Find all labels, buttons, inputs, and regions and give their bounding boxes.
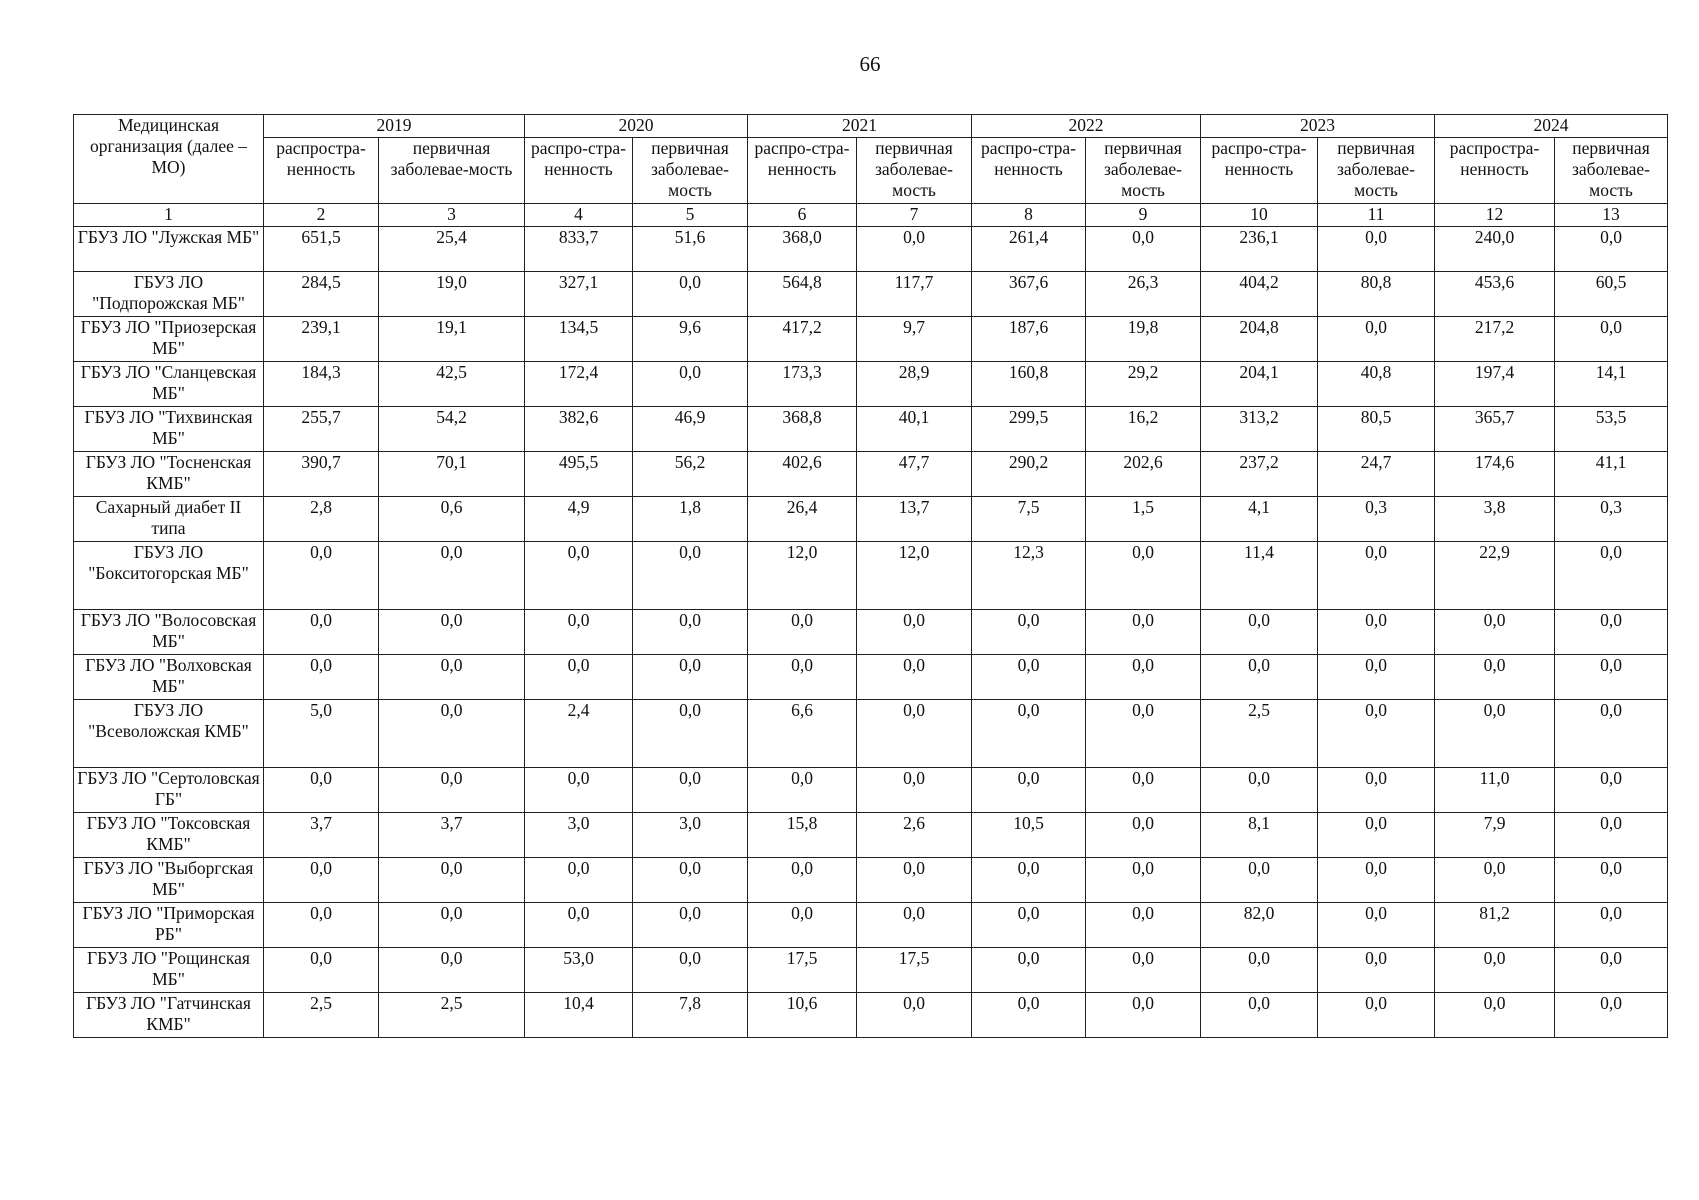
value-cell: 11,0	[1435, 768, 1555, 813]
value-cell: 42,5	[379, 362, 525, 407]
value-cell: 3,0	[633, 813, 748, 858]
value-cell: 2,6	[857, 813, 972, 858]
primary-incidence-header: первичная заболевае-мость	[1086, 138, 1201, 204]
value-cell: 217,2	[1435, 317, 1555, 362]
value-cell: 0,0	[1435, 700, 1555, 768]
value-cell: 0,0	[972, 700, 1086, 768]
value-cell: 0,0	[633, 610, 748, 655]
value-cell: 0,0	[1086, 813, 1201, 858]
value-cell: 368,0	[748, 227, 857, 272]
column-number: 1	[74, 204, 264, 227]
primary-incidence-header: первичная заболевае-мость	[379, 138, 525, 204]
organization-cell: ГБУЗ ЛО "Бокситогорская МБ"	[74, 542, 264, 610]
value-cell: 0,0	[633, 768, 748, 813]
value-cell: 0,0	[1555, 948, 1668, 993]
value-cell: 327,1	[525, 272, 633, 317]
value-cell: 0,0	[264, 858, 379, 903]
value-cell: 453,6	[1435, 272, 1555, 317]
value-cell: 0,0	[633, 858, 748, 903]
value-cell: 0,0	[1318, 227, 1435, 272]
value-cell: 53,5	[1555, 407, 1668, 452]
value-cell: 5,0	[264, 700, 379, 768]
value-cell: 0,0	[264, 610, 379, 655]
value-cell: 0,0	[379, 858, 525, 903]
value-cell: 0,0	[1086, 542, 1201, 610]
column-number: 7	[857, 204, 972, 227]
value-cell: 19,0	[379, 272, 525, 317]
value-cell: 0,0	[264, 768, 379, 813]
year-header-row	[74, 115, 1668, 138]
value-cell: 0,0	[1086, 227, 1201, 272]
value-cell: 237,2	[1201, 452, 1318, 497]
value-cell: 12,0	[857, 542, 972, 610]
value-cell: 0,0	[972, 903, 1086, 948]
value-cell: 9,6	[633, 317, 748, 362]
table-row	[74, 903, 1668, 948]
organization-cell: ГБУЗ ЛО "Волховская МБ"	[74, 655, 264, 700]
table-row	[74, 993, 1668, 1038]
primary-incidence-header: первичная заболевае-мость	[1555, 138, 1668, 204]
table-body	[74, 227, 1668, 1038]
value-cell: 0,0	[1555, 227, 1668, 272]
value-cell: 0,0	[1555, 700, 1668, 768]
value-cell: 0,0	[972, 768, 1086, 813]
value-cell: 2,5	[264, 993, 379, 1038]
value-cell: 0,0	[748, 858, 857, 903]
value-cell: 22,9	[1435, 542, 1555, 610]
column-number: 9	[1086, 204, 1201, 227]
primary-incidence-header: первичная заболевае-мость	[633, 138, 748, 204]
value-cell: 2,8	[264, 497, 379, 542]
year-header: 2021	[748, 115, 972, 138]
value-cell: 0,0	[1435, 858, 1555, 903]
value-cell: 0,0	[1555, 317, 1668, 362]
column-number: 10	[1201, 204, 1318, 227]
value-cell: 261,4	[972, 227, 1086, 272]
metric-header-row	[74, 138, 1668, 204]
organization-cell: ГБУЗ ЛО "Приморская РБ"	[74, 903, 264, 948]
value-cell: 0,0	[1555, 542, 1668, 610]
value-cell: 0,0	[525, 610, 633, 655]
primary-incidence-header: первичная заболевае-мость	[857, 138, 972, 204]
table-row	[74, 452, 1668, 497]
value-cell: 4,9	[525, 497, 633, 542]
value-cell: 70,1	[379, 452, 525, 497]
value-cell: 0,0	[633, 655, 748, 700]
value-cell: 0,0	[633, 700, 748, 768]
value-cell: 0,0	[264, 948, 379, 993]
value-cell: 173,3	[748, 362, 857, 407]
organization-cell: ГБУЗ ЛО "Подпорожская МБ"	[74, 272, 264, 317]
value-cell: 0,0	[1435, 610, 1555, 655]
value-cell: 82,0	[1201, 903, 1318, 948]
value-cell: 0,0	[1201, 993, 1318, 1038]
value-cell: 160,8	[972, 362, 1086, 407]
value-cell: 0,0	[525, 903, 633, 948]
value-cell: 117,7	[857, 272, 972, 317]
value-cell: 204,1	[1201, 362, 1318, 407]
column-number: 2	[264, 204, 379, 227]
value-cell: 51,6	[633, 227, 748, 272]
table-row	[74, 227, 1668, 272]
value-cell: 0,0	[1555, 655, 1668, 700]
table-row	[74, 813, 1668, 858]
value-cell: 7,5	[972, 497, 1086, 542]
value-cell: 0,0	[1318, 948, 1435, 993]
year-header: 2019	[264, 115, 525, 138]
organization-cell: ГБУЗ ЛО "Лужская МБ"	[74, 227, 264, 272]
value-cell: 0,0	[857, 655, 972, 700]
table-row	[74, 610, 1668, 655]
value-cell: 0,0	[1086, 768, 1201, 813]
value-cell: 0,0	[1318, 768, 1435, 813]
prevalence-header: распро-стра-ненность	[972, 138, 1086, 204]
column-number-row	[74, 204, 1668, 227]
value-cell: 833,7	[525, 227, 633, 272]
value-cell: 0,0	[633, 272, 748, 317]
value-cell: 0,0	[748, 768, 857, 813]
value-cell: 0,0	[1086, 610, 1201, 655]
value-cell: 202,6	[1086, 452, 1201, 497]
value-cell: 240,0	[1435, 227, 1555, 272]
value-cell: 290,2	[972, 452, 1086, 497]
value-cell: 25,4	[379, 227, 525, 272]
value-cell: 0,3	[1318, 497, 1435, 542]
table-row	[74, 497, 1668, 542]
value-cell: 0,0	[1201, 858, 1318, 903]
table-header	[74, 115, 1668, 227]
table-row	[74, 407, 1668, 452]
value-cell: 7,9	[1435, 813, 1555, 858]
table-row	[74, 700, 1668, 768]
year-header: 2023	[1201, 115, 1435, 138]
value-cell: 14,1	[1555, 362, 1668, 407]
table-row	[74, 542, 1668, 610]
page-number: 66	[859, 52, 881, 76]
value-cell: 204,8	[1201, 317, 1318, 362]
column-number: 5	[633, 204, 748, 227]
value-cell: 0,0	[1318, 610, 1435, 655]
value-cell: 0,0	[525, 542, 633, 610]
value-cell: 47,7	[857, 452, 972, 497]
column-number: 13	[1555, 204, 1668, 227]
organization-cell: ГБУЗ ЛО "Сертоловская ГБ"	[74, 768, 264, 813]
table-row	[74, 362, 1668, 407]
value-cell: 0,0	[1555, 858, 1668, 903]
value-cell: 0,0	[1318, 655, 1435, 700]
organization-cell: ГБУЗ ЛО "Рощинская МБ"	[74, 948, 264, 993]
value-cell: 313,2	[1201, 407, 1318, 452]
value-cell: 0,0	[1086, 700, 1201, 768]
value-cell: 7,8	[633, 993, 748, 1038]
value-cell: 3,7	[379, 813, 525, 858]
value-cell: 0,0	[1086, 858, 1201, 903]
value-cell: 236,1	[1201, 227, 1318, 272]
column-number: 3	[379, 204, 525, 227]
value-cell: 0,0	[1555, 903, 1668, 948]
value-cell: 382,6	[525, 407, 633, 452]
value-cell: 40,1	[857, 407, 972, 452]
year-header: 2022	[972, 115, 1201, 138]
disease-statistics-table	[73, 114, 1668, 1038]
value-cell: 0,0	[857, 610, 972, 655]
prevalence-header: распро-стра-ненность	[748, 138, 857, 204]
value-cell: 0,0	[1435, 655, 1555, 700]
value-cell: 564,8	[748, 272, 857, 317]
column-number: 12	[1435, 204, 1555, 227]
value-cell: 0,0	[1318, 542, 1435, 610]
value-cell: 0,0	[1201, 948, 1318, 993]
value-cell: 3,0	[525, 813, 633, 858]
value-cell: 0,0	[264, 655, 379, 700]
value-cell: 80,5	[1318, 407, 1435, 452]
primary-incidence-header: первичная заболевае-мость	[1318, 138, 1435, 204]
value-cell: 80,8	[1318, 272, 1435, 317]
value-cell: 239,1	[264, 317, 379, 362]
value-cell: 1,5	[1086, 497, 1201, 542]
value-cell: 26,4	[748, 497, 857, 542]
value-cell: 0,0	[1435, 948, 1555, 993]
value-cell: 0,0	[1555, 768, 1668, 813]
value-cell: 40,8	[1318, 362, 1435, 407]
year-header: 2024	[1435, 115, 1668, 138]
value-cell: 3,7	[264, 813, 379, 858]
value-cell: 54,2	[379, 407, 525, 452]
value-cell: 3,8	[1435, 497, 1555, 542]
value-cell: 187,6	[972, 317, 1086, 362]
organization-cell: ГБУЗ ЛО "Тихвинская МБ"	[74, 407, 264, 452]
organization-cell: ГБУЗ ЛО "Токсовская КМБ"	[74, 813, 264, 858]
value-cell: 134,5	[525, 317, 633, 362]
value-cell: 0,0	[264, 542, 379, 610]
value-cell: 0,0	[1318, 903, 1435, 948]
value-cell: 13,7	[857, 497, 972, 542]
value-cell: 0,0	[1318, 993, 1435, 1038]
value-cell: 368,8	[748, 407, 857, 452]
value-cell: 17,5	[748, 948, 857, 993]
value-cell: 0,0	[633, 362, 748, 407]
prevalence-header: распро-стра-ненность	[525, 138, 633, 204]
value-cell: 0,0	[379, 948, 525, 993]
value-cell: 0,0	[379, 542, 525, 610]
value-cell: 0,0	[1318, 700, 1435, 768]
value-cell: 0,0	[1086, 655, 1201, 700]
value-cell: 0,0	[525, 768, 633, 813]
table-row	[74, 768, 1668, 813]
value-cell: 17,5	[857, 948, 972, 993]
year-header: 2020	[525, 115, 748, 138]
value-cell: 255,7	[264, 407, 379, 452]
value-cell: 29,2	[1086, 362, 1201, 407]
value-cell: 197,4	[1435, 362, 1555, 407]
table-row	[74, 858, 1668, 903]
organization-cell: Сахарный диабет II типа	[74, 497, 264, 542]
value-cell: 0,0	[633, 542, 748, 610]
value-cell: 6,6	[748, 700, 857, 768]
value-cell: 11,4	[1201, 542, 1318, 610]
table-row	[74, 948, 1668, 993]
prevalence-header: распростра-ненность	[264, 138, 379, 204]
value-cell: 0,0	[1201, 655, 1318, 700]
value-cell: 174,6	[1435, 452, 1555, 497]
value-cell: 0,0	[972, 993, 1086, 1038]
value-cell: 0,0	[1555, 610, 1668, 655]
value-cell: 367,6	[972, 272, 1086, 317]
value-cell: 0,0	[1201, 768, 1318, 813]
organization-cell: ГБУЗ ЛО "Сланцевская МБ"	[74, 362, 264, 407]
value-cell: 9,7	[857, 317, 972, 362]
value-cell: 60,5	[1555, 272, 1668, 317]
value-cell: 0,0	[633, 903, 748, 948]
table-row	[74, 317, 1668, 362]
value-cell: 0,0	[748, 903, 857, 948]
column-number: 6	[748, 204, 857, 227]
value-cell: 0,0	[857, 858, 972, 903]
value-cell: 41,1	[1555, 452, 1668, 497]
table-row	[74, 272, 1668, 317]
value-cell: 0,0	[525, 858, 633, 903]
value-cell: 299,5	[972, 407, 1086, 452]
organization-cell: ГБУЗ ЛО "Гатчинская КМБ"	[74, 993, 264, 1038]
value-cell: 404,2	[1201, 272, 1318, 317]
value-cell: 12,0	[748, 542, 857, 610]
organization-cell: ГБУЗ ЛО "Тосненская КМБ"	[74, 452, 264, 497]
value-cell: 0,3	[1555, 497, 1668, 542]
table-row	[74, 655, 1668, 700]
value-cell: 184,3	[264, 362, 379, 407]
value-cell: 172,4	[525, 362, 633, 407]
value-cell: 24,7	[1318, 452, 1435, 497]
value-cell: 16,2	[1086, 407, 1201, 452]
value-cell: 0,0	[1086, 993, 1201, 1038]
value-cell: 10,6	[748, 993, 857, 1038]
value-cell: 417,2	[748, 317, 857, 362]
value-cell: 19,8	[1086, 317, 1201, 362]
prevalence-header: распростра-ненность	[1435, 138, 1555, 204]
value-cell: 12,3	[972, 542, 1086, 610]
value-cell: 0,0	[857, 227, 972, 272]
value-cell: 0,0	[748, 610, 857, 655]
prevalence-header: распро-стра-ненность	[1201, 138, 1318, 204]
value-cell: 19,1	[379, 317, 525, 362]
value-cell: 0,0	[1435, 993, 1555, 1038]
value-cell: 10,5	[972, 813, 1086, 858]
value-cell: 0,0	[1318, 858, 1435, 903]
value-cell: 28,9	[857, 362, 972, 407]
value-cell: 0,0	[379, 655, 525, 700]
value-cell: 651,5	[264, 227, 379, 272]
value-cell: 0,0	[857, 768, 972, 813]
value-cell: 10,4	[525, 993, 633, 1038]
value-cell: 26,3	[1086, 272, 1201, 317]
org-column-header: Медицинская организация (далее – МО)	[74, 115, 264, 204]
value-cell: 0,0	[1318, 317, 1435, 362]
value-cell: 0,0	[972, 858, 1086, 903]
value-cell: 0,0	[1318, 813, 1435, 858]
value-cell: 0,0	[972, 948, 1086, 993]
column-number: 11	[1318, 204, 1435, 227]
value-cell: 365,7	[1435, 407, 1555, 452]
value-cell: 0,0	[379, 700, 525, 768]
column-number: 8	[972, 204, 1086, 227]
value-cell: 81,2	[1435, 903, 1555, 948]
value-cell: 402,6	[748, 452, 857, 497]
organization-cell: ГБУЗ ЛО "Волосовская МБ"	[74, 610, 264, 655]
value-cell: 0,0	[857, 993, 972, 1038]
value-cell: 284,5	[264, 272, 379, 317]
value-cell: 0,0	[633, 948, 748, 993]
value-cell: 0,0	[857, 903, 972, 948]
value-cell: 56,2	[633, 452, 748, 497]
value-cell: 2,5	[1201, 700, 1318, 768]
value-cell: 15,8	[748, 813, 857, 858]
organization-cell: ГБУЗ ЛО "Приозерская МБ"	[74, 317, 264, 362]
organization-cell: ГБУЗ ЛО "Всеволожская КМБ"	[74, 700, 264, 768]
value-cell: 0,0	[748, 655, 857, 700]
value-cell: 4,1	[1201, 497, 1318, 542]
value-cell: 0,0	[379, 610, 525, 655]
value-cell: 0,0	[1086, 948, 1201, 993]
column-number: 4	[525, 204, 633, 227]
value-cell: 495,5	[525, 452, 633, 497]
value-cell: 0,0	[525, 655, 633, 700]
value-cell: 0,0	[1201, 610, 1318, 655]
value-cell: 390,7	[264, 452, 379, 497]
organization-cell: ГБУЗ ЛО "Выборгская МБ"	[74, 858, 264, 903]
value-cell: 1,8	[633, 497, 748, 542]
value-cell: 0,0	[972, 610, 1086, 655]
value-cell: 53,0	[525, 948, 633, 993]
value-cell: 0,0	[1555, 813, 1668, 858]
value-cell: 0,0	[972, 655, 1086, 700]
value-cell: 0,0	[1555, 993, 1668, 1038]
value-cell: 0,0	[1086, 903, 1201, 948]
value-cell: 0,0	[264, 903, 379, 948]
value-cell: 0,0	[379, 903, 525, 948]
value-cell: 8,1	[1201, 813, 1318, 858]
value-cell: 46,9	[633, 407, 748, 452]
value-cell: 2,4	[525, 700, 633, 768]
value-cell: 0,0	[379, 768, 525, 813]
value-cell: 2,5	[379, 993, 525, 1038]
value-cell: 0,0	[857, 700, 972, 768]
value-cell: 0,6	[379, 497, 525, 542]
